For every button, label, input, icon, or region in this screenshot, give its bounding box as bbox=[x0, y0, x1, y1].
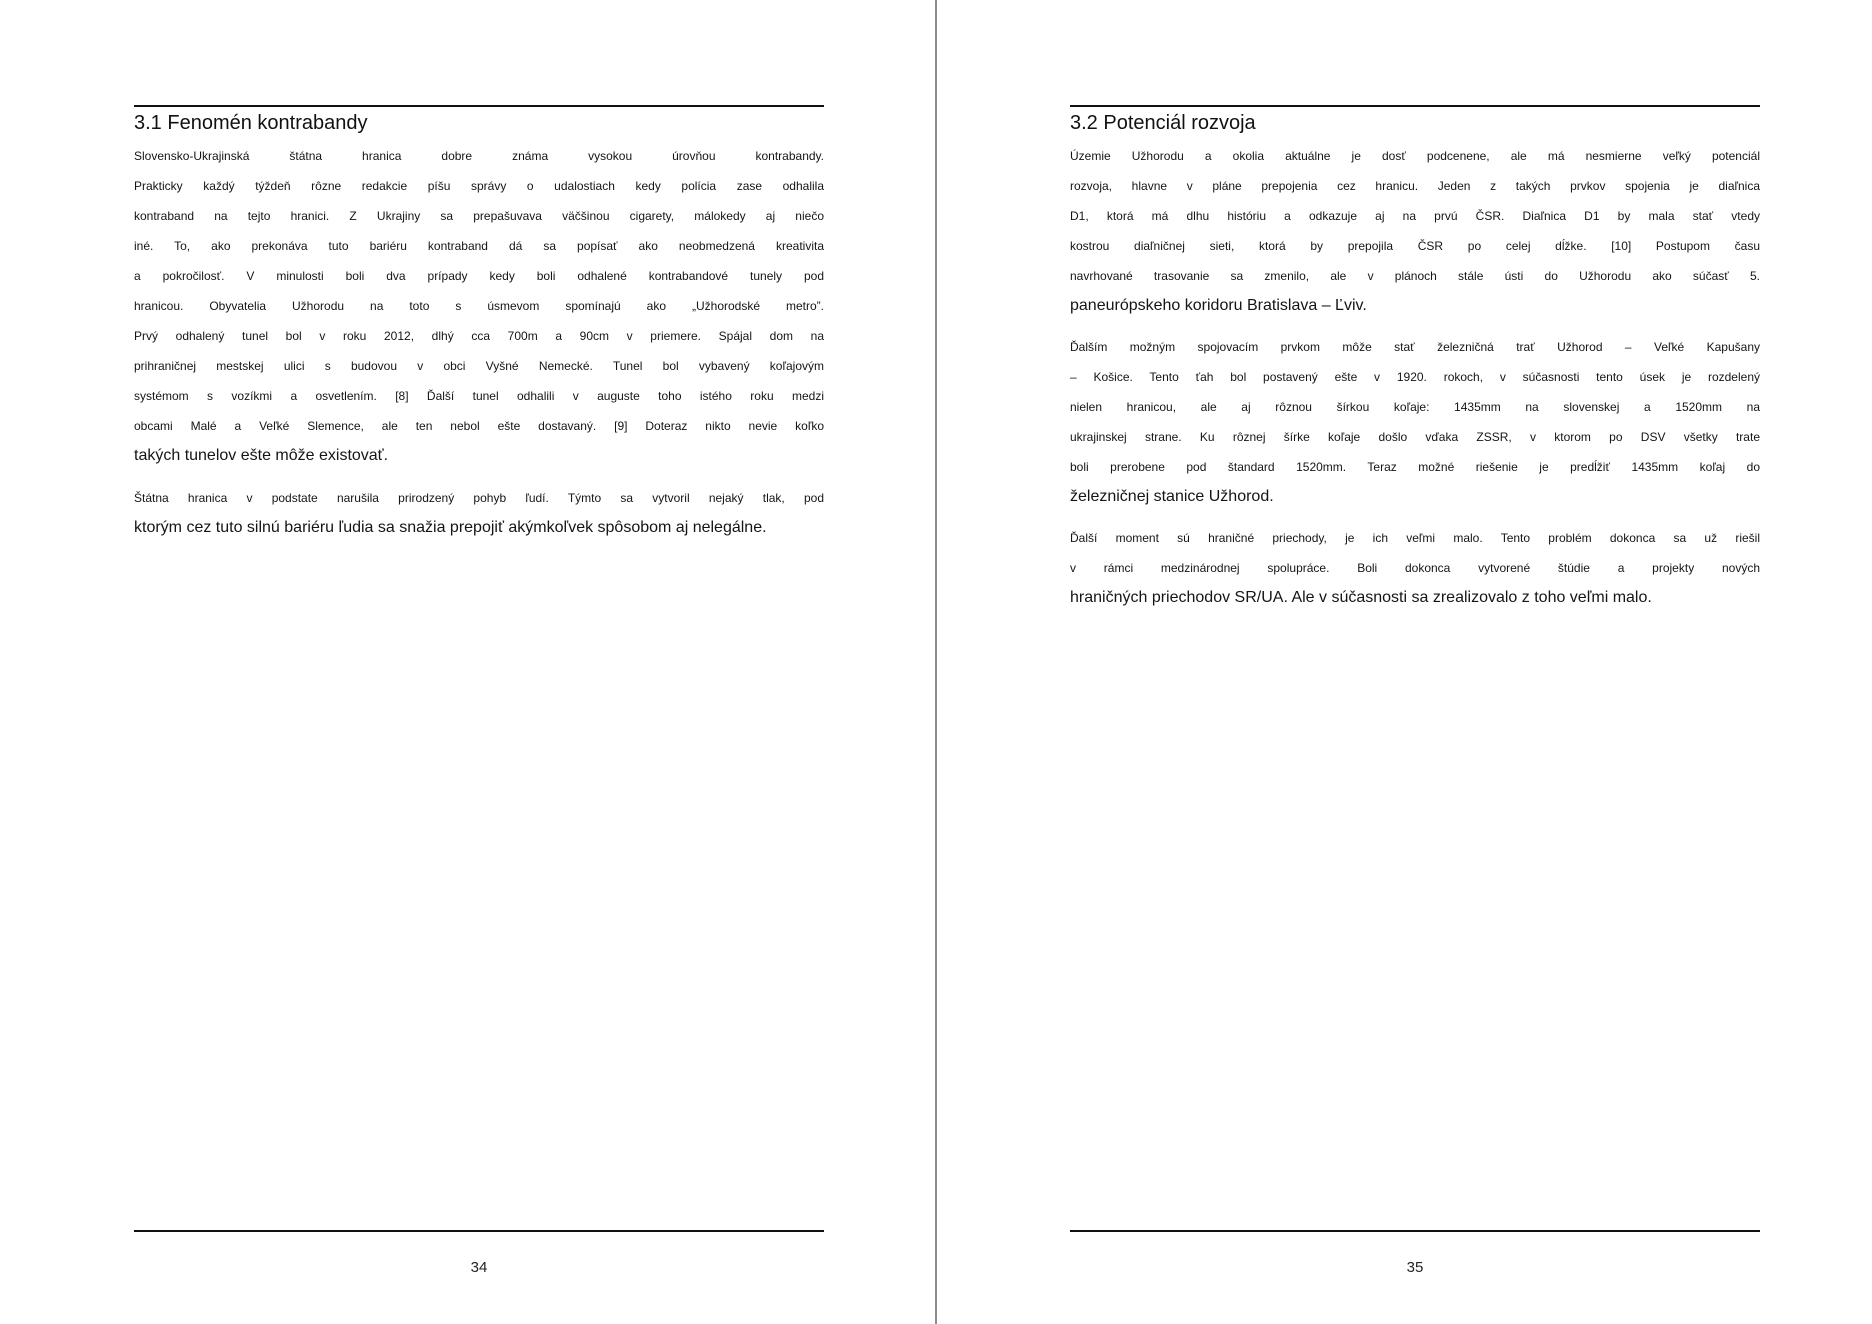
header-rule bbox=[1070, 105, 1760, 107]
text-line: a pokročilosť. V minulosti boli dva prípady kedy boli odhalené kontrabandové tunely pod bbox=[134, 269, 824, 283]
text-line: rozvoja, hlavne v pláne prepojenia cez hranicu. Jeden z takých prvkov spojenia je diaľnica bbox=[1070, 179, 1760, 193]
text-line: hraničných priechodov SR/UA. Ale v súčasnosti sa zrealizovalo z toho veľmi malo. bbox=[1070, 589, 1652, 606]
text-line: ktorým cez tuto silnú bariéru ľudia sa snažia prepojiť akýmkoľvek spôsobom aj nelegálne. bbox=[134, 519, 767, 536]
footer-rule bbox=[1070, 1230, 1760, 1232]
text-line: iné. To, ako prekonáva tuto bariéru kontraband dá sa popísať ako neobmedzená kreativita bbox=[134, 239, 824, 253]
text-line: – Košice. Tento ťah bol postavený ešte v 1920. rokoch, v súčasnosti tento úsek je rozdelený bbox=[1070, 370, 1760, 384]
page-number: 34 bbox=[470, 1259, 488, 1276]
text-line: železničnej stanice Užhorod. bbox=[1070, 488, 1274, 505]
header-rule bbox=[134, 105, 824, 107]
text-line: hranicou. Obyvatelia Užhorodu na toto s úsmevom spomínajú ako „Užhorodské metro”. bbox=[134, 299, 824, 313]
text-line: nielen hranicou, ale aj rôznou šírkou koľaje: 1435mm na slovenskej a 1520mm na bbox=[1070, 400, 1760, 414]
text-line: kontraband na tejto hranici. Z Ukrajiny sa prepašuvava väčšinou cigarety, málokedy aj niečo bbox=[134, 209, 824, 223]
section-heading: 3.1 Fenomén kontrabandy bbox=[134, 112, 368, 134]
text-line: boli prerobene pod štandard 1520mm. Teraz možné riešenie je predĺžiť 1435mm koľaj do bbox=[1070, 460, 1760, 474]
text-line: v rámci medzinárodnej spolupráce. Boli dokonca vytvorené štúdie a projekty nových bbox=[1070, 561, 1760, 575]
page-divider bbox=[935, 0, 937, 1324]
text-line: Územie Užhorodu a okolia aktuálne je dosť podcenene, ale má nesmierne veľký potenciál bbox=[1070, 149, 1760, 163]
text-line: systémom s vozíkmi a osvetlením. [8] Ďalší tunel odhalili v auguste toho istého roku medzi bbox=[134, 389, 824, 403]
text-line: obcami Malé a Veľké Slemence, ale ten nebol ešte dostavaný. [9] Doteraz nikto nevie koľko bbox=[134, 419, 824, 433]
text-line: Ďalší moment sú hraničné priechody, je ich veľmi malo. Tento problém dokonca sa už riešil bbox=[1070, 531, 1760, 545]
text-line: Prakticky každý týždeň rôzne redakcie píšu správy o udalostiach kedy polícia zase odhalila bbox=[134, 179, 824, 193]
footer-rule bbox=[134, 1230, 824, 1232]
text-line: Prvý odhalený tunel bol v roku 2012, dlhý cca 700m a 90cm v priemere. Spájal dom na bbox=[134, 329, 824, 343]
text-line: paneurópskeho koridoru Bratislava – Ľviv. bbox=[1070, 297, 1367, 314]
page-34 bbox=[0, 0, 935, 1324]
text-line: prihraničnej mestskej ulici s budovou v obci Vyšné Nemecké. Tunel bol vybavený koľajovým bbox=[134, 359, 824, 373]
section-heading: 3.2 Potenciál rozvoja bbox=[1070, 112, 1256, 134]
text-line: takých tunelov ešte môže existovať. bbox=[134, 447, 389, 464]
text-line: navrhované trasovanie sa zmenilo, ale v plánoch stále ústi do Užhorodu ako súčasť 5. bbox=[1070, 269, 1760, 283]
text-line: ukrajinskej strane. Ku rôznej šírke koľaje došlo vďaka ZSSR, v ktorom po DSV všetky trate bbox=[1070, 430, 1760, 444]
page-number: 35 bbox=[1406, 1259, 1424, 1276]
text-line: Ďalším možným spojovacím prvkom môže stať železničná trať Užhorod – Veľké Kapušany bbox=[1070, 340, 1760, 354]
text-line: kostrou diaľničnej sieti, ktorá by prepojila ČSR po celej dĺžke. [10] Postupom času bbox=[1070, 239, 1760, 253]
text-line: D1, ktorá má dlhu históriu a odkazuje aj na prvú ČSR. Diaľnica D1 by mala stať vtedy bbox=[1070, 209, 1760, 223]
page-35 bbox=[938, 0, 1872, 1324]
text-line: Štátna hranica v podstate narušila prirodzený pohyb ľudí. Týmto sa vytvoril nejaký tlak, pod bbox=[134, 491, 824, 505]
text-line: Slovensko-Ukrajinská štátna hranica dobre známa vysokou úrovňou kontrabandy. bbox=[134, 149, 824, 163]
